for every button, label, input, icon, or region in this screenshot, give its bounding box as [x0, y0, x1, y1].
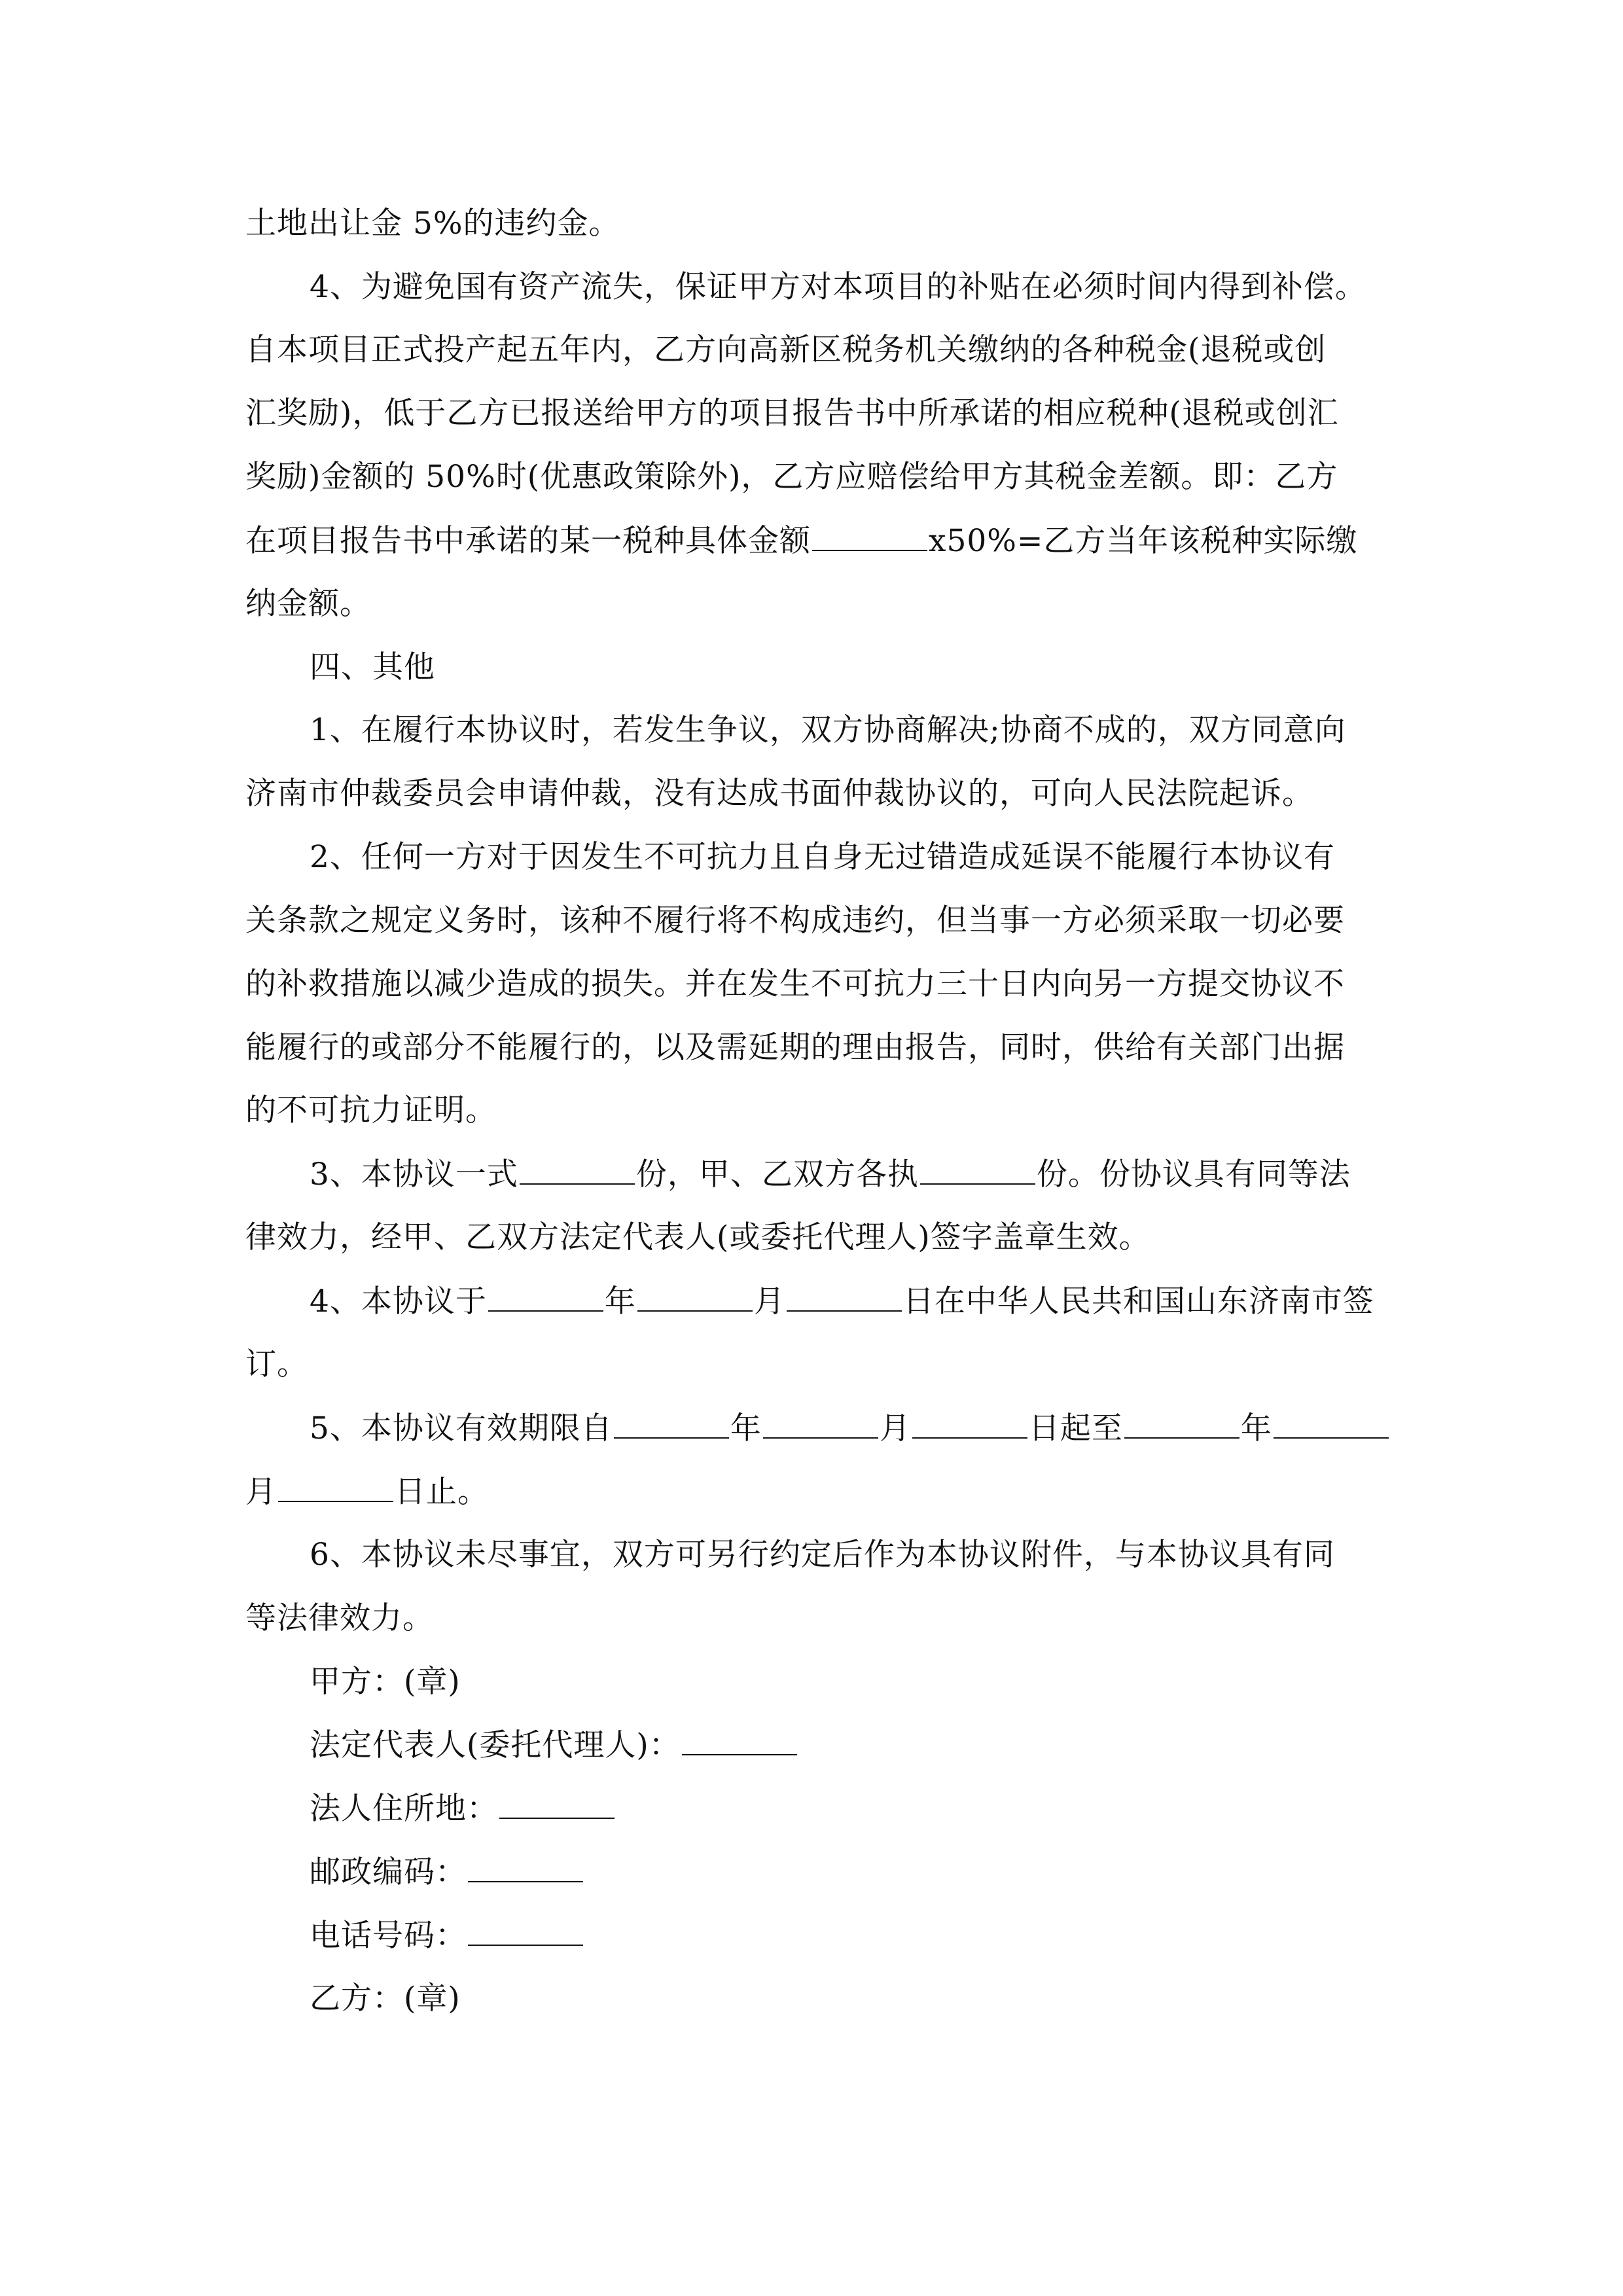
legal-representative-blank[interactable]: [682, 1725, 797, 1755]
other-clause-2-line-3: 的补救措施以减少造成的损失。并在发生不可抗力三十日内向另一方提交协议不: [245, 966, 1345, 1002]
other-clause-5-line-2: [245, 1472, 489, 1535]
other-clause-4-line-1: [310, 1282, 1374, 1345]
start-day-blank[interactable]: [912, 1408, 1027, 1439]
text-segment: 年: [1240, 1410, 1272, 1446]
fill-in-blank[interactable]: [812, 521, 927, 551]
text-segment: 年: [730, 1410, 762, 1446]
copies-total-blank[interactable]: [520, 1155, 635, 1185]
legal-address-field: [310, 1789, 616, 1852]
text-segment: 份。份协议具有同等法: [1036, 1157, 1351, 1193]
text-segment: 在项目报告书中承诺的某一税种具体金额: [245, 523, 811, 559]
clause-4-line-4: 奖励)金额的 50%时(优惠政策除外)，乙方应赔偿给甲方其税金差额。即：乙方: [245, 459, 1338, 495]
other-clause-5-line-1: [310, 1408, 1390, 1472]
end-day-blank[interactable]: [278, 1472, 393, 1502]
other-clause-6-line-2: 等法律效力。: [245, 1600, 434, 1636]
postcode-blank[interactable]: [468, 1852, 583, 1882]
text-segment: 日在中华人民共和国山东济南市签: [902, 1283, 1374, 1319]
text-segment: 月: [753, 1283, 785, 1319]
party-a-seal: 甲方：(章): [310, 1664, 461, 1700]
other-clause-3-line-2: 律效力，经甲、乙双方法定代表人(或委托代理人)签字盖章生效。: [245, 1219, 1150, 1255]
start-month-blank[interactable]: [763, 1408, 878, 1439]
other-clause-1-line-2: 济南市仲裁委员会申请仲裁，没有达成书面仲裁协议的，可向人民法院起诉。: [245, 776, 1313, 812]
other-clause-6-line-1: 6、本协议未尽事宜，双方可另行约定后作为本协议附件，与本协议具有同: [310, 1537, 1335, 1573]
other-clause-2-line-2: 关条款之规定义务时，该种不履行将不构成违约，但当事一方必须采取一切必要: [245, 903, 1345, 939]
end-year-blank[interactable]: [1124, 1408, 1240, 1439]
text-line: 土地出让金 5%的违约金。: [245, 206, 620, 242]
clause-4-line-3: 汇奖励)，低于乙方已报送给甲方的项目报告书中所承诺的相应税种(退税或创汇: [245, 395, 1339, 431]
start-year-blank[interactable]: [614, 1408, 729, 1439]
other-clause-2-line-1: 2、任何一方对于因发生不可抗力且自身无过错造成延误不能履行本协议有: [310, 839, 1335, 875]
field-label: 邮政编码：: [310, 1854, 467, 1890]
legal-representative-field: [310, 1725, 798, 1789]
clause-4-line-5: [245, 521, 1357, 584]
other-clause-3-line-1: [310, 1155, 1351, 1218]
phone-field: [310, 1916, 584, 1979]
postcode-field: [310, 1852, 584, 1916]
clause-4-line-6: 纳金额。: [245, 586, 371, 622]
other-clause-2-line-4: 能履行的或部分不能履行的，以及需延期的理由报告，同时，供给有关部门出据: [245, 1030, 1345, 1066]
text-segment: 月: [879, 1410, 911, 1446]
clause-4-line-1: 4、为避免国有资产流失，保证甲方对本项目的补贴在必须时间内得到补偿。: [310, 269, 1366, 305]
sign-day-blank[interactable]: [787, 1282, 902, 1312]
text-segment: 年: [604, 1283, 636, 1319]
text-segment: 日起至: [1028, 1410, 1123, 1446]
other-clause-1-line-1: 1、在履行本协议时，若发生争议，双方协商解决;协商不成的，双方同意向: [310, 712, 1346, 748]
text-segment: 份，甲、乙双方各执: [635, 1157, 919, 1193]
other-clause-4-line-2: 订。: [245, 1346, 308, 1382]
clause-4-line-2: 自本项目正式投产起五年内，乙方向高新区税务机关缴纳的各种税金(退税或创: [245, 332, 1327, 368]
text-segment: 日止。: [395, 1474, 489, 1510]
text-segment: 3、本协议一式: [310, 1157, 518, 1193]
text-segment: x50%=乙方当年该税种实际缴: [929, 523, 1358, 559]
sign-month-blank[interactable]: [637, 1282, 753, 1312]
legal-address-blank[interactable]: [499, 1789, 615, 1819]
text-segment: 4、本协议于: [310, 1283, 487, 1319]
text-segment: 5、本协议有效期限自: [310, 1410, 613, 1446]
other-clause-2-line-5: 的不可抗力证明。: [245, 1092, 497, 1128]
copies-each-blank[interactable]: [920, 1155, 1035, 1185]
field-label: 法定代表人(委托代理人)：: [310, 1727, 681, 1763]
party-b-seal: 乙方：(章): [310, 1981, 461, 2017]
section-heading-other: 四、其他: [310, 649, 435, 685]
field-label: 法人住所地：: [310, 1791, 498, 1827]
end-month-blank[interactable]: [1274, 1408, 1389, 1439]
phone-blank[interactable]: [468, 1916, 583, 1946]
field-label: 电话号码：: [310, 1918, 467, 1954]
text-segment: 月: [245, 1474, 277, 1510]
sign-year-blank[interactable]: [488, 1282, 603, 1312]
